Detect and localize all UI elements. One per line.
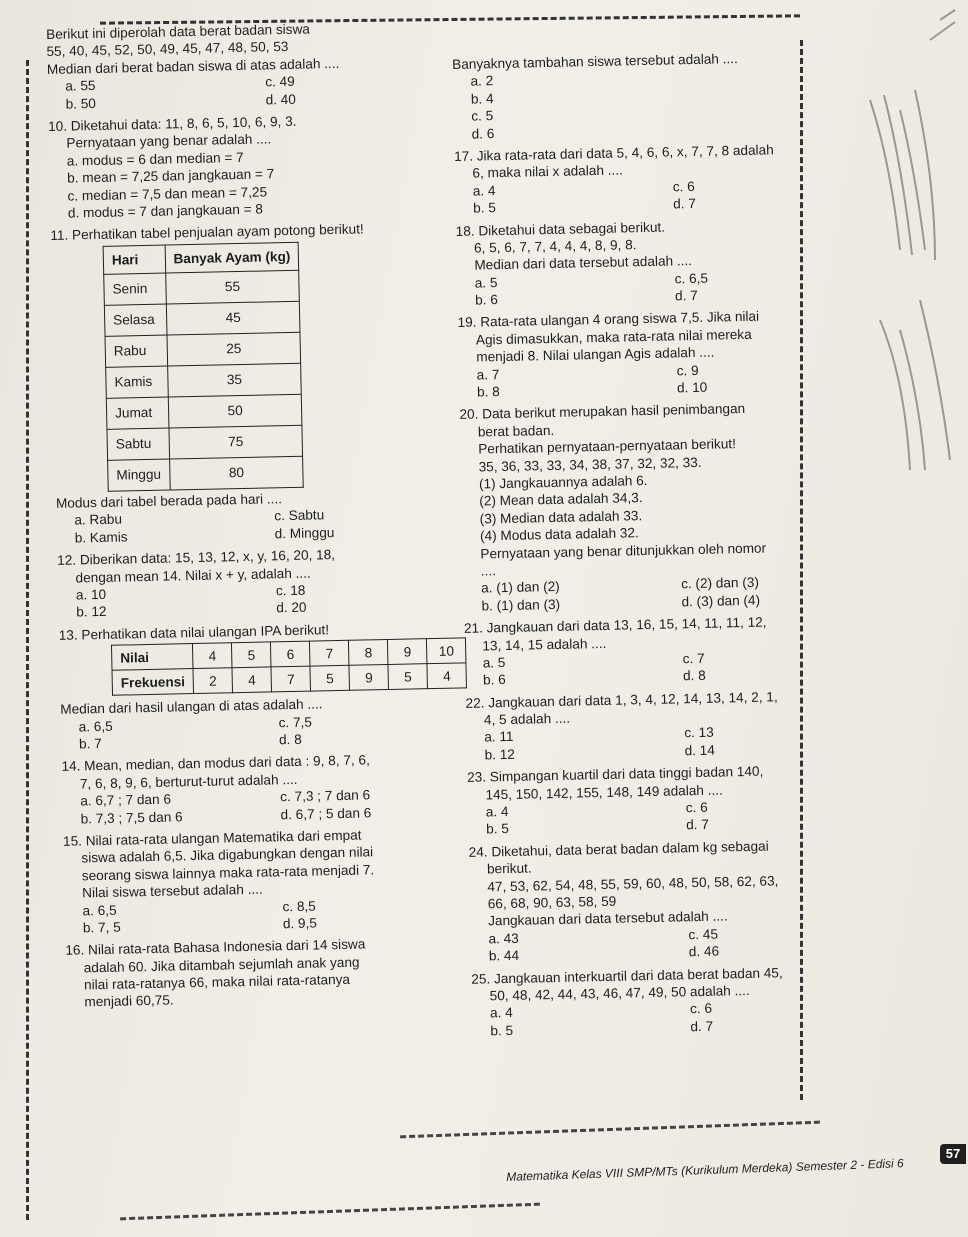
q22-option-b: b. 12 <box>484 746 516 763</box>
q19-text-2: Agis dimasukkan, maka rata-rata nilai mereka <box>475 326 752 348</box>
q11-cell-day: Kamis <box>106 366 168 398</box>
q19-option-c: c. 9 <box>676 362 699 379</box>
q24-data-2: 66, 68, 90, 63, 58, 59 <box>487 893 617 912</box>
q11-cell-amount: 55 <box>165 270 299 304</box>
q16-text-4: menjadi 60,75. <box>84 992 174 1010</box>
q12-option-a: a. 10 <box>75 586 107 603</box>
q11-cell-day: Sabtu <box>107 428 169 460</box>
q23-option-b: b. 5 <box>486 821 510 837</box>
q16-continuation: Banyaknya tambahan siswa tersebut adalah .... <box>452 51 738 72</box>
q21-text: 21. Jangkauan dari data 13, 16, 15, 14, 11, 11, 12, <box>463 614 767 636</box>
q13-cell-frekuensi: 2 <box>193 668 233 694</box>
q13-cell-nilai: 10 <box>427 638 467 664</box>
q15-option-c: c. 8,5 <box>282 898 316 914</box>
book-footer: Matematika Kelas VIII SMP/MTs (Kurikulum Merdeka) Semester 2 - Edisi 6 <box>506 1156 904 1184</box>
q25-option-a: a. 4 <box>489 1005 513 1021</box>
q11-cell-amount: 35 <box>167 363 301 397</box>
q11-cell-amount: 25 <box>167 332 301 366</box>
q19-option-b: b. 8 <box>476 384 500 400</box>
q24-text-2: berikut. <box>486 860 532 877</box>
q20-question: Pernyataan yang benar ditunjukkan oleh nomor <box>480 540 767 562</box>
q20-dots: .... <box>480 563 497 579</box>
cut-line-bottom-right <box>400 1121 820 1139</box>
q13-question: Median dari hasil ulangan di atas adalah .... <box>60 696 323 718</box>
q24-option-c: c. 45 <box>688 926 719 942</box>
q13-cell-frekuensi: 7 <box>271 666 311 692</box>
q13-frekuensi-label: Frekuensi <box>112 669 194 696</box>
q12-option-d: d. 20 <box>276 600 307 616</box>
q17-option-d: d. 7 <box>672 196 696 212</box>
cut-line-bottom <box>120 1203 540 1221</box>
intro-option-a: a. 55 <box>65 78 96 94</box>
q11-cell-amount: 45 <box>166 301 300 335</box>
q11-cell-day: Senin <box>104 273 166 305</box>
q11-table-row <box>106 363 302 398</box>
q17-text-2: 6, maka nilai x adalah .... <box>472 162 623 181</box>
intro-option-c: c. 49 <box>265 73 295 90</box>
intro-option-d: d. 40 <box>265 91 296 107</box>
q13-cell-nilai: 8 <box>349 640 389 666</box>
q21-text-2: 13, 14, 15 adalah .... <box>482 635 607 653</box>
q11-table-row <box>106 394 302 429</box>
q15-option-a: a. 6,5 <box>82 902 117 918</box>
q11-question: Modus dari tabel berada pada hari .... <box>55 491 283 511</box>
q25-option-c: c. 6 <box>689 1001 713 1017</box>
q22-option-d: d. 14 <box>684 742 715 759</box>
q12-text: 12. Diberikan data: 15, 13, 12, x, y, 16, 20, 18, <box>57 547 336 569</box>
q25-text: 25. Jangkauan interkuartil dari data berat badan 45, <box>471 964 783 987</box>
q22-option-c: c. 13 <box>684 725 714 741</box>
q22-text-2: 4, 5 adalah .... <box>483 710 571 728</box>
cut-line-left <box>26 60 29 1220</box>
q11-table-row <box>104 270 300 305</box>
q14-text-2: 7, 6, 8, 9, 6, berturut-turut adalah .... <box>79 771 298 792</box>
q23-option-d: d. 7 <box>686 817 709 833</box>
q16-text-3: nilai rata-ratanya 66, maka nilai rata-ratanya <box>83 971 351 993</box>
q13-cell-frekuensi: 9 <box>349 665 389 691</box>
q20-option-c: c. (2) dan (3) <box>680 575 760 592</box>
q10-text-2: Pernyataan yang benar adalah .... <box>66 131 272 151</box>
q10-option-b: b. mean = 7,25 dan jangkauan = 7 <box>67 166 275 186</box>
q22-option-a: a. 11 <box>484 729 514 745</box>
q24-text-3: Jangkauan dari data tersebut adalah .... <box>487 908 728 929</box>
q16-option-d: d. 6 <box>471 125 495 142</box>
q24-option-a: a. 43 <box>488 930 519 947</box>
q20-option-a: a. (1) dan (2) <box>480 579 560 596</box>
q20-option-d: d. (3) dan (4) <box>681 592 761 610</box>
q18-text: 18. Diketahui data sebagai berikut. <box>455 219 666 239</box>
q13-cell-nilai: 7 <box>310 640 350 666</box>
q10-option-c: c. median = 7,5 dan mean = 7,25 <box>67 183 268 204</box>
q11-table-row <box>105 332 301 367</box>
q17-option-b: b. 5 <box>473 200 497 216</box>
q10-option-d: d. modus = 7 dan jangkauan = 8 <box>67 201 264 221</box>
q13-nilai-label: Nilai <box>111 644 193 671</box>
right-column <box>452 47 893 1040</box>
q14-option-b: b. 7,3 ; 7,5 dan 6 <box>80 808 183 826</box>
q13-cell-frekuensi: 5 <box>388 664 428 690</box>
q11-cell-amount: 50 <box>168 394 302 428</box>
q21-option-c: c. 7 <box>682 650 705 667</box>
q13-cell-frekuensi: 5 <box>310 665 350 691</box>
q20-data: 35, 36, 33, 33, 34, 38, 37, 32, 32, 33. <box>478 454 702 475</box>
q11-table-row <box>104 301 300 336</box>
q11-text: 11. Perhatikan tabel penjualan ayam potong berikut! <box>50 221 364 244</box>
q11-cell-day: Minggu <box>108 459 170 491</box>
q13-cell-nilai: 5 <box>232 642 272 668</box>
q19-option-d: d. 10 <box>676 379 708 396</box>
intro-question: Median dari berat badan siswa di atas adalah .... <box>46 55 340 77</box>
q24-option-b: b. 44 <box>488 947 520 964</box>
q22-text: 22. Jangkauan dari data 1, 3, 4, 12, 14, 13, 14, 2, 1, <box>465 688 778 711</box>
q16-option-c: c. 5 <box>471 108 494 124</box>
q20-text-2: berat badan. <box>477 422 555 440</box>
q11-option-b: b. Kamis <box>74 529 128 546</box>
q11-option-d: d. Minggu <box>274 524 335 542</box>
q11-option-c: c. Sabtu <box>274 507 325 524</box>
q18-option-d: d. 7 <box>674 287 698 304</box>
q19-text: 19. Rata-rata ulangan 4 orang siswa 7,5. Jika nilai <box>457 309 760 331</box>
q14-option-c: c. 7,3 ; 7 dan 6 <box>280 787 371 805</box>
q11-option-a: a. Rabu <box>74 511 123 528</box>
q20-option-b: b. (1) dan (3) <box>481 596 561 614</box>
page-number: 57 <box>940 1144 966 1164</box>
q23-text: 23. Simpangan kuartil dari data tinggi badan 140, <box>466 763 764 786</box>
q13-option-d: d. 8 <box>278 731 302 748</box>
q16-option-b: b. 4 <box>470 90 494 107</box>
q13-cell-nilai: 6 <box>271 641 311 667</box>
q13-text: 13. Perhatikan data nilai ulangan IPA berikut! <box>58 622 330 643</box>
left-column <box>46 17 507 1012</box>
q11-table-row <box>108 456 304 491</box>
q17-option-c: c. 6 <box>672 178 695 195</box>
q13-option-c: c. 7,5 <box>278 714 313 730</box>
q25-option-b: b. 5 <box>490 1022 514 1039</box>
q11-cell-amount: 80 <box>169 456 303 490</box>
q16-text: 16. Nilai rata-rata Bahasa Indonesia dari 14 siswa <box>65 936 366 959</box>
intro-line-1: Berikut ini diperolah data berat badan siswa <box>46 21 311 42</box>
q18-option-a: a. 5 <box>474 274 498 291</box>
q15-option-d: d. 9,5 <box>282 915 318 932</box>
q20-text-3: Perhatikan pernyataan-pernyataan berikut! <box>478 436 737 457</box>
q15-text-4: Nilai siswa tersebut adalah .... <box>82 881 263 901</box>
q13-cell-nilai: 9 <box>388 639 428 665</box>
q18-option-b: b. 6 <box>474 292 498 308</box>
q15-text-2: siswa adalah 6,5. Jika digabungkan dengan nilai <box>81 844 374 866</box>
q20-statement-1: (1) Jangkauannya adalah 6. <box>478 472 648 492</box>
q12-option-b: b. 12 <box>76 604 107 620</box>
q10-option-a: a. modus = 6 dan median = 7 <box>66 149 244 169</box>
q18-text-2: 6, 5, 6, 7, 7, 4, 4, 4, 8, 9, 8. <box>473 237 637 256</box>
q15-text-3: seorang siswa lainnya maka rata-rata menjadi 7. <box>81 862 375 884</box>
intro-line-2: 55, 40, 45, 52, 50, 49, 45, 47, 48, 50, 53 <box>46 39 289 60</box>
q24-option-d: d. 46 <box>688 943 720 960</box>
q23-option-a: a. 4 <box>485 803 509 820</box>
q21-option-b: b. 6 <box>482 672 506 688</box>
q10-text: 10. Diketahui data: 11, 8, 6, 5, 10, 6, 9, 3. <box>47 113 297 134</box>
q23-option-c: c. 6 <box>685 799 708 816</box>
q23-text-2: 145, 150, 142, 155, 148, 149 adalah .... <box>485 782 723 803</box>
q17-text: 17. Jika rata-rata dari data 5, 4, 6, 6, x, 7, 7, 8 adalah <box>453 142 774 164</box>
q21-option-d: d. 8 <box>682 668 706 684</box>
q13-cell-frekuensi: 4 <box>427 663 467 689</box>
q11-header-amount: Banyak Ayam (kg) <box>165 242 299 273</box>
q12-text-2: dengan mean 14. Nilai x + y, adalah .... <box>75 565 311 586</box>
q25-text-2: 50, 48, 42, 44, 43, 46, 47, 49, 50 adalah .... <box>489 982 750 1004</box>
q19-text-3: menjadi 8. Nilai ulangan Agis adalah .... <box>476 344 715 365</box>
q17-option-a: a. 4 <box>472 182 496 199</box>
q13-cell-nilai: 4 <box>193 643 233 669</box>
q16-text-2: adalah 60. Jika ditambah sejumlah anak yang <box>83 954 360 976</box>
q12-option-c: c. 18 <box>275 582 306 599</box>
q16-option-a: a. 2 <box>470 73 494 90</box>
q11-cell-day: Rabu <box>105 335 167 367</box>
q13-table <box>111 638 467 696</box>
q11-cell-amount: 75 <box>169 425 303 459</box>
q13-option-a: a. 6,5 <box>78 718 113 735</box>
q15-text: 15. Nilai rata-rata ulangan Matematika dari empat <box>62 827 362 849</box>
q13-cell-frekuensi: 4 <box>232 667 272 693</box>
q19-option-a: a. 7 <box>476 366 500 383</box>
q21-option-a: a. 5 <box>482 654 506 671</box>
q20-statement-3: (3) Median data adalah 33. <box>479 507 643 527</box>
q11-header-day: Hari <box>103 245 165 275</box>
intro-option-b: b. 50 <box>65 95 97 112</box>
q15-option-b: b. 7, 5 <box>82 919 121 936</box>
q14-option-d: d. 6,7 ; 5 dan 6 <box>280 804 372 822</box>
q24-text: 24. Diketahui, data berat badan dalam kg sebagai <box>468 838 769 860</box>
q18-text-3: Median dari data tersebut adalah .... <box>474 253 693 273</box>
q20-statement-2: (2) Mean data adalah 34,3. <box>479 490 643 509</box>
q20-statement-4: (4) Modus data adalah 32. <box>479 525 639 544</box>
q11-cell-day: Selasa <box>104 304 166 336</box>
q11-table <box>103 241 305 491</box>
q13-option-b: b. 7 <box>78 735 102 752</box>
q20-text: 20. Data berikut merupakan hasil penimbangan <box>459 401 746 423</box>
q11-table-row <box>107 425 303 460</box>
q14-option-a: a. 6,7 ; 7 dan 6 <box>80 791 172 809</box>
q11-cell-day: Jumat <box>106 397 168 429</box>
q25-option-d: d. 7 <box>690 1018 714 1034</box>
q18-option-c: c. 6,5 <box>674 270 709 287</box>
q24-data-1: 47, 53, 62, 54, 48, 55, 59, 60, 48, 50, 58, 62, 63, <box>487 872 779 895</box>
q14-text: 14. Mean, median, dan modus dari data : 9, 8, 7, 6, <box>61 752 370 775</box>
